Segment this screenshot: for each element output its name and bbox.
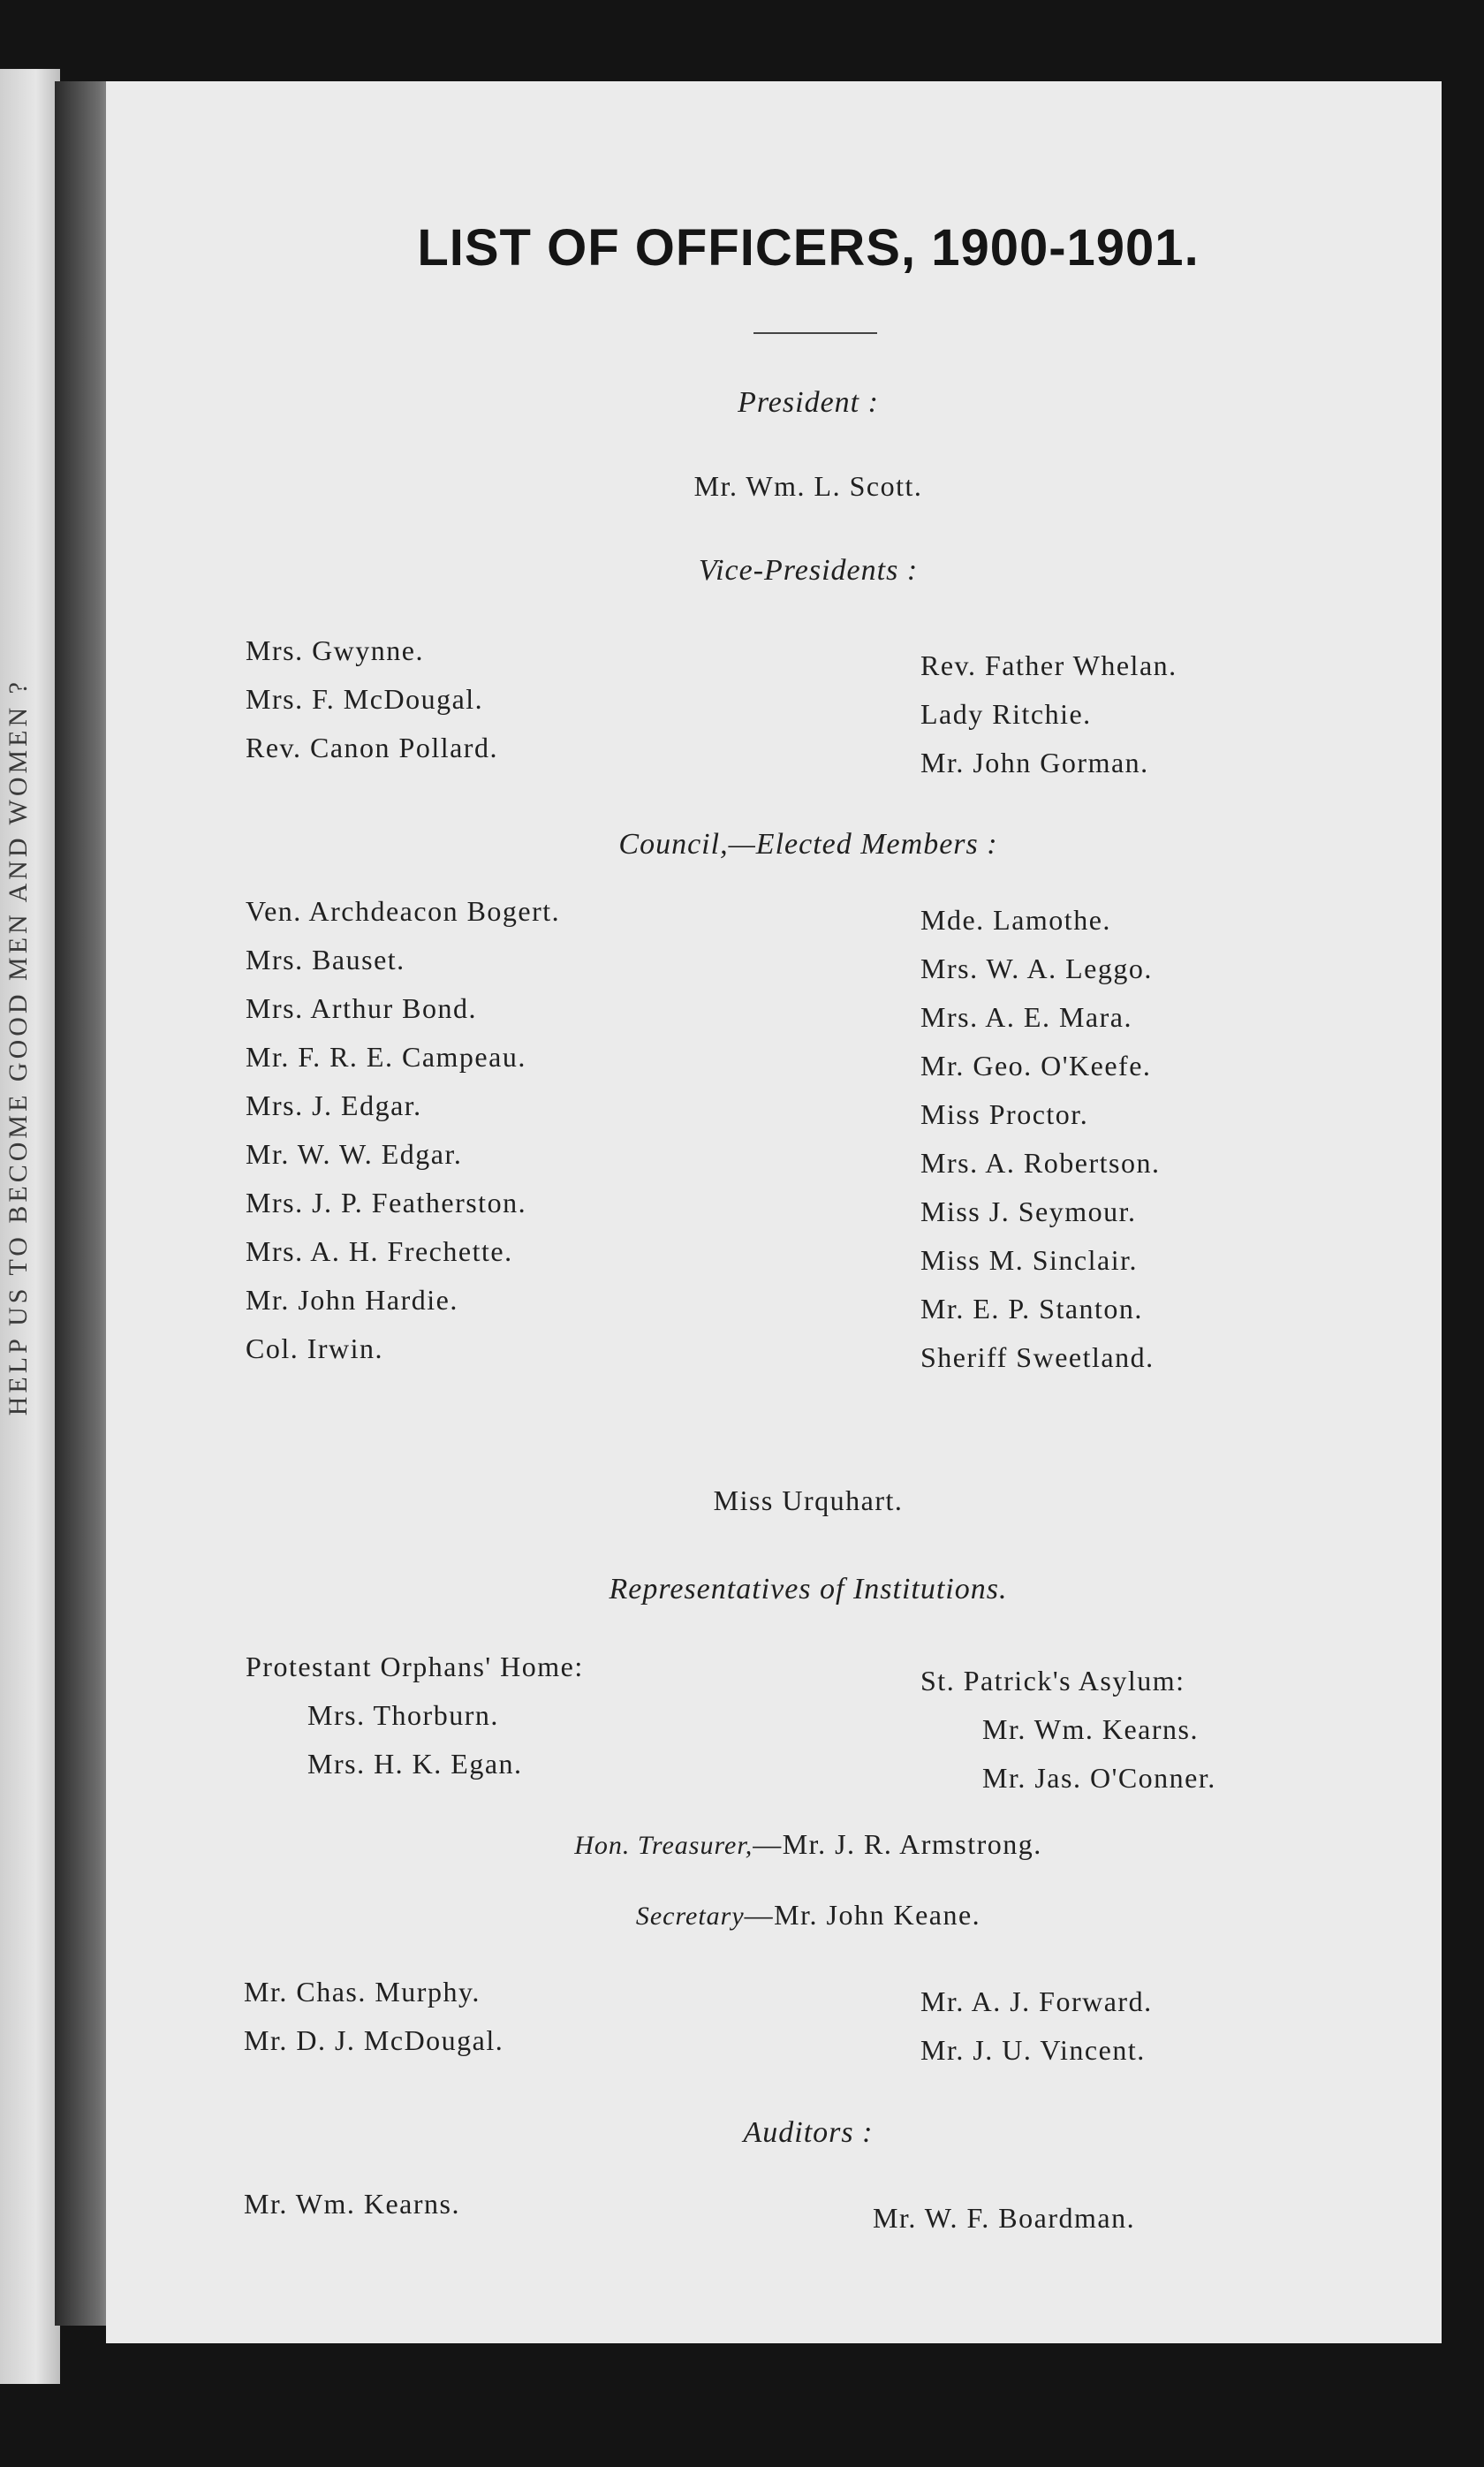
institution-member: Mrs. Thorburn. (307, 1699, 499, 1731)
vice-president-name: Rev. Canon Pollard. (246, 732, 498, 763)
vice-president-name: Rev. Father Whelan. (920, 649, 1177, 681)
council-member: Mrs. A. Robertson. (920, 1147, 1161, 1179)
council-member-center: Miss Urquhart. (713, 1484, 904, 1516)
auditor-right: Mr. W. F. Boardman. (873, 2202, 1136, 2234)
auditors-heading: Auditors : (743, 2116, 874, 2149)
institution-left (246, 1643, 584, 1788)
council-member: Miss Proctor. (920, 1098, 1089, 1130)
institution-right (920, 1657, 1216, 1803)
vice-president-name: Mrs. Gwynne. (246, 634, 424, 666)
institutions-heading: Representatives of Institutions. (609, 1573, 1008, 1605)
officer-name: Mr. A. J. Forward. (920, 1985, 1153, 2017)
president-name: Mr. Wm. L. Scott. (693, 470, 923, 502)
document-page (106, 81, 1442, 2343)
council-member: Col. Irwin. (246, 1332, 384, 1364)
treasurer-label: Hon. Treasurer, (574, 1831, 753, 1860)
vice-president-name: Lady Ritchie. (920, 698, 1092, 730)
council-member: Mrs. J. P. Featherston. (246, 1187, 527, 1218)
council-member: Mr. F. R. E. Campeau. (246, 1041, 526, 1073)
others-left (244, 1968, 504, 2065)
institution-member: Mr. Jas. O'Conner. (982, 1762, 1216, 1794)
vice-presidents-right (920, 641, 1177, 787)
council-member: Mrs. Arthur Bond. (246, 992, 477, 1024)
officer-name: Mr. J. U. Vincent. (920, 2034, 1146, 2066)
council-member: Mde. Lamothe. (920, 904, 1111, 936)
institution-name: Protestant Orphans' Home: (246, 1651, 584, 1682)
institution-member: Mrs. H. K. Egan. (307, 1748, 523, 1780)
council-member: Mrs. Bauset. (246, 944, 405, 975)
officer-name: Mr. D. J. McDougal. (244, 2024, 504, 2056)
institution-member: Mr. Wm. Kearns. (982, 1713, 1199, 1745)
page-title: LIST OF OFFICERS, 1900-1901. (417, 219, 1200, 277)
council-member: Mrs. A. E. Mara. (920, 1001, 1132, 1033)
council-member: Mr. E. P. Stanton. (920, 1293, 1143, 1325)
council-heading: Council,—Elected Members : (618, 828, 998, 861)
institution-name: St. Patrick's Asylum: (920, 1665, 1185, 1697)
book-spine (0, 69, 60, 2384)
president-heading: President : (738, 386, 879, 419)
vice-president-name: Mr. John Gorman. (920, 747, 1149, 778)
council-member: Mr. Geo. O'Keefe. (920, 1050, 1152, 1082)
council-member: Sheriff Sweetland. (920, 1341, 1155, 1373)
council-right (920, 896, 1160, 1382)
vice-president-name: Mrs. F. McDougal. (246, 683, 484, 715)
treasurer-name: —Mr. J. R. Armstrong. (753, 1828, 1042, 1860)
council-member: Mrs. A. H. Frechette. (246, 1235, 513, 1267)
council-member: Mr. John Hardie. (246, 1284, 458, 1316)
vice-presidents-heading: Vice-Presidents : (698, 554, 919, 587)
secretary-name: —Mr. John Keane. (744, 1899, 981, 1931)
auditor-left: Mr. Wm. Kearns. (244, 2188, 460, 2220)
treasurer-line (238, 1828, 1378, 1861)
council-member: Mrs. J. Edgar. (246, 1089, 422, 1121)
secretary-label: Secretary (635, 1901, 745, 1931)
council-member: Miss J. Seymour. (920, 1196, 1137, 1227)
officers-list (238, 81, 1378, 2343)
spine-text: HELP US TO BECOME GOOD MEN AND WOMEN ? (4, 679, 33, 1416)
secretary-line (238, 1899, 1378, 1932)
council-left (246, 887, 560, 1373)
council-member: Miss M. Sinclair. (920, 1244, 1138, 1276)
council-member: Mr. W. W. Edgar. (246, 1138, 463, 1170)
officer-name: Mr. Chas. Murphy. (244, 1976, 481, 2008)
council-member: Mrs. W. A. Leggo. (920, 953, 1153, 984)
title-divider (753, 332, 877, 334)
council-member: Ven. Archdeacon Bogert. (246, 895, 561, 927)
vice-presidents-left (246, 626, 498, 772)
others-right (920, 1977, 1153, 2075)
